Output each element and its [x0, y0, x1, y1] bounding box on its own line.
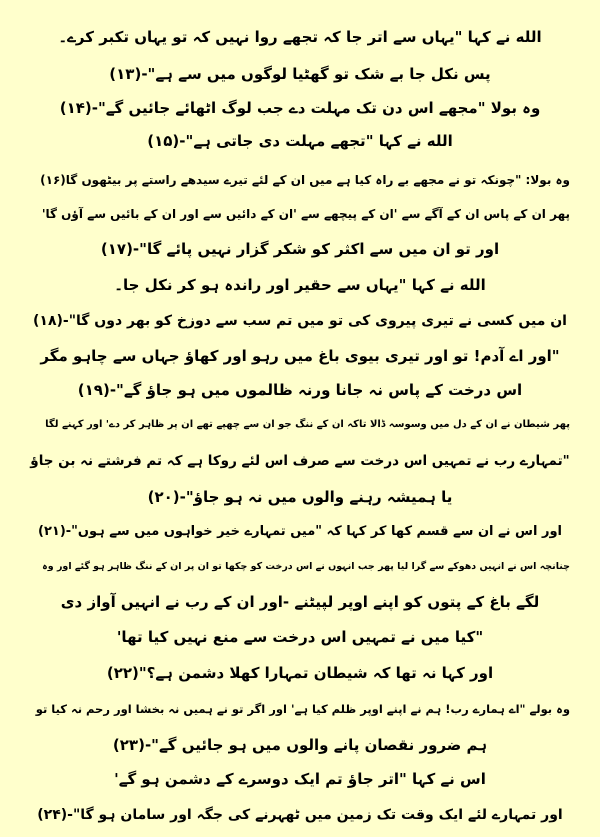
- text-line: اور اس نے ان سے قسم کھا کر کہا کہ "میں تمہارے خیر خواہوں میں سے ہوں"-(۲۱): [37, 524, 562, 539]
- text-line: اور تو ان میں سے اکثر کو شکر گزار نہیں پائے گا"-(۱۷): [100, 240, 500, 258]
- text-line: یا ہمیشہ رہنے والوں میں نہ ہو جاؤ"-(۲۰): [147, 488, 453, 506]
- text-line: ہم ضرور نقصان پانے والوں میں ہو جائیں گے"-(۲۳): [112, 736, 488, 754]
- text-line: وہ بولا "مجھے اس دن تک مہلت دے جب لوگ اٹھائے جائیں گے"-(۱۴): [59, 99, 541, 117]
- text-line: "اور اے آدم! تو اور تیری بیوی باغ میں رہو اور کھاؤ جہاں سے چاہو مگر: [40, 347, 560, 365]
- text-line: اور کہا نہ تھا کہ شیطان تمہارا کھلا دشمن ہے؟"(۲۲): [106, 664, 494, 682]
- text-line: پھر ان کے پاس ان کے آگے سے 'ان کے پیچھے سے 'ان کے دائیں سے اور ان کے بائیں سے آؤں گا': [41, 207, 570, 221]
- text-line: چنانچہ اس نے انہیں دھوکے سے گرا لیا پھر جب انہوں نے اس درخت کو چکھا تو ان پر ان کے ننگ ظاہر ہو گئے اور وہ: [42, 561, 570, 572]
- text-line: وہ بولے "اے ہمارے رب! ہم نے اپنے اوپر ظلم کیا ہے' اور اگر تو نے ہمیں نہ بخشا اور رحم نہ کیا تو: [35, 702, 570, 716]
- text-line: پس نکل جا بے شک تو گھٹیا لوگوں میں سے ہے"-(۱۳): [109, 65, 491, 83]
- text-line: الله نے کہا "تجھے مہلت دی جاتی ہے"-(۱۵): [147, 132, 453, 150]
- text-line: ان میں کسی نے تیری پیروی کی تو میں تم سب سے دوزخ کو بھر دوں گا"-(۱۸): [33, 313, 567, 329]
- text-line: پھر شیطان نے ان کے دل میں وسوسہ ڈالا تاکہ ان کے ننگ جو ان سے چھپے تھے ان پر ظاہر کر دے' اور کہنے لگا: [45, 419, 570, 430]
- text-line: اور تمہارے لئے ایک وقت تک زمین میں ٹھہرنے کی جگہ اور سامان ہو گا"-(۲۴): [37, 807, 563, 823]
- text-line: الله نے کہا "یہاں سے اتر جا کہ تجھے روا نہیں کہ تو یہاں تکبر کرے۔: [58, 28, 542, 46]
- text-line: اس نے کہا "اتر جاؤ تم ایک دوسرے کے دشمن ہو گے': [114, 770, 486, 788]
- text-line: لگے باغ کے پتوں کو اپنے اوپر لپیٹنے -اور ان کے رب نے انہیں آواز دی: [60, 593, 540, 611]
- text-line: الله نے کہا "یہاں سے حقیر اور راندہ ہو کر نکل جا۔: [114, 276, 486, 294]
- text-line: اس درخت کے پاس نہ جانا ورنہ ظالموں میں ہو جاؤ گے"-(۱۹): [77, 381, 523, 399]
- text-line: "تمہارے رب نے تمہیں اس درخت سے صرف اس لئے روکا ہے کہ تم فرشتے نہ بن جاؤ: [30, 453, 570, 469]
- text-line: "کیا میں نے تمہیں اس درخت سے منع نہیں کیا تھا': [116, 628, 484, 646]
- text-line: وہ بولا: "چونکہ تو نے مجھے بے راہ کیا ہے میں ان کے لئے تیرے سیدھے راستے پر بیٹھوں گا(۱۶): [40, 173, 570, 187]
